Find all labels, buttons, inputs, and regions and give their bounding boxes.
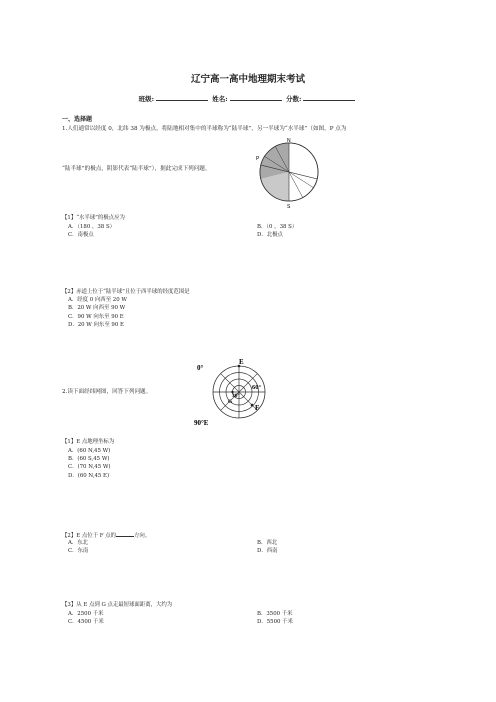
e-label: E [239, 358, 244, 366]
name-label: 姓名: [212, 95, 228, 103]
q2-sub1-option-c[interactable]: C．(70 N,45 W) [68, 464, 111, 470]
q2-sub3-option-c[interactable]: C．4500 千米 [68, 619, 104, 625]
point-f [251, 404, 254, 407]
q1-stem-line1: 1.人们通常以经度 0，北纬 38 为极点，将陆地相对集中的半球称为“陆半球”，另一半球为“水半球”（如图，P 点为 [62, 126, 347, 132]
q1-sub1-stem: 【1】“水半球”的极点应为 [62, 215, 125, 221]
class-field[interactable] [156, 94, 208, 101]
q2-sub1-option-b[interactable]: B．(60 S,45 W) [68, 456, 110, 462]
q2-sub2-option-a[interactable]: A．东北 [68, 540, 89, 546]
q1-sub2-option-b[interactable]: B．20 W 向西至 90 W [68, 305, 126, 311]
answer-blank[interactable] [116, 531, 134, 537]
hemisphere-figure [255, 136, 323, 210]
lat30-label: 30° [232, 393, 240, 399]
q2-sub3-option-d[interactable]: D．5500 千米 [257, 619, 293, 625]
north-label: N [287, 138, 291, 144]
lat60-label: 60° [252, 384, 262, 391]
q2-sub2-stem-after: 方向。 [133, 533, 151, 539]
f-label: F [255, 404, 260, 412]
class-label: 班级: [138, 95, 155, 103]
q1-sub1-option-d[interactable]: D．北极点 [257, 232, 283, 238]
p-label: P [256, 156, 260, 162]
name-field[interactable] [230, 94, 282, 101]
q1-sub1-option-a[interactable]: A．（180 ，38 S） [68, 224, 116, 230]
score-label: 分数: [285, 95, 302, 103]
q2-sub1-stem: 【1】E 点地理坐标为 [62, 439, 115, 445]
lon0-label: 0° [197, 364, 204, 372]
g-label: G [228, 399, 233, 405]
student-info-line [0, 94, 496, 103]
q2-sub1-option-d[interactable]: D．(60 N,45 E) [68, 473, 110, 479]
score-field[interactable] [303, 94, 355, 101]
section-heading: 一、选择题 [62, 116, 93, 123]
q2-sub3-option-b[interactable]: B．3500 千米 [257, 611, 293, 617]
q2-sub2-stem-before: 【2】E 点位于 F 点的 [62, 533, 116, 539]
q2-sub2-option-d[interactable]: D．西南 [257, 548, 278, 554]
q1-sub2-option-a[interactable]: A．经度 0 向西至 20 W [68, 297, 127, 303]
q1-sub2-option-d[interactable]: D．20 W 向东至 90 E [68, 322, 124, 328]
q1-sub1-option-c[interactable]: C．南极点 [68, 232, 94, 238]
q1-sub1-option-b[interactable]: B．（0 ，38 S） [257, 224, 298, 230]
q2-sub3-option-a[interactable]: A．2500 千米 [68, 611, 104, 617]
q1-sub2-stem: 【2】赤道上位于“陆半球”且位于西半球的经度范围是 [62, 289, 190, 295]
q2-sub3-stem: 【3】从 E 点到 G 点走最短球面距离，大约为 [62, 602, 173, 608]
lon90e-label: 90°E [194, 419, 209, 426]
q1-stem-line2: “陆半球”的极点，阴影代表“陆半球”），据此完成下列问题。 [62, 166, 211, 172]
q2-sub2-option-c[interactable]: C．东南 [68, 548, 89, 554]
q2-sub2-option-b[interactable]: B．西北 [257, 540, 278, 546]
graticule-figure [194, 354, 276, 426]
q1-sub2-option-c[interactable]: C．90 W 向东至 90 E [68, 314, 124, 320]
page-title: 辽宁高一高中地理期末考试 [190, 74, 305, 85]
q2-sub1-option-a[interactable]: A．(60 N,45 W) [68, 448, 111, 454]
south-label: S [287, 204, 291, 210]
q2-stem: 2.读下面经纬网图，回答下列问题。 [62, 389, 152, 395]
